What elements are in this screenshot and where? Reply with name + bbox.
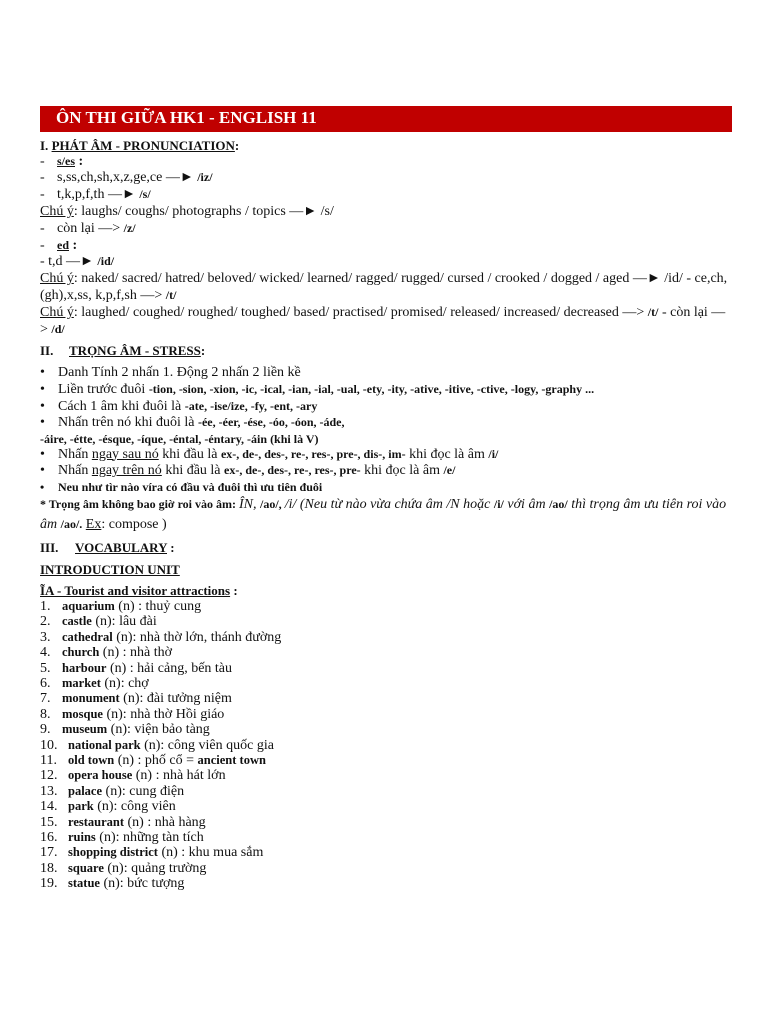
vocab-item-number: 14. (40, 799, 58, 815)
vocab-item (40, 661, 732, 676)
vocab-item (40, 707, 732, 722)
note-t-exceptions: Chú ý: laughed/ coughed/ roughed/ toughed/ based/ practised/ promised/ released/ increased/ decreased —> /t/ - còn lại —> /d/ (40, 304, 726, 337)
vocab-item-meaning: (n): những tàn tích (95, 829, 204, 845)
vocab-item-word: restaurant (68, 814, 125, 829)
vocab-item-word: shopping district (68, 845, 158, 860)
vocab-item-word: museum (62, 722, 108, 737)
vocab-item (40, 815, 732, 830)
vocab-item (40, 645, 732, 660)
vocab-item-number: 5. (40, 660, 51, 676)
stress-bullet-4: • Nhấn trên nó khi đuôi là -ée, -éer, -ése, -óo, -óon, -áde, (40, 415, 345, 431)
vocab-item (40, 753, 732, 768)
vocab-item-word: old town (68, 752, 115, 767)
vocab-item-word: opera house (68, 768, 133, 783)
vocab-list (40, 599, 732, 892)
vocab-item-word: church (62, 645, 100, 660)
ses-rule-heading: - s/es : (40, 153, 84, 169)
vocab-item-word: national park (68, 737, 141, 752)
vocab-item-meaning: (n): bức tượng (99, 876, 185, 892)
vocab-item-number: 1. (40, 598, 51, 614)
rule-z-line: - còn lại —> /z/ (40, 220, 136, 236)
section-pronunciation-heading: I. PHÁT ÂM - PRONUNCIATION: (40, 138, 240, 153)
vocab-item (40, 738, 732, 753)
vocab-item (40, 691, 732, 706)
vocab-item-meaning: (n): công viên quốc gia (140, 737, 274, 753)
vocab-item (40, 614, 732, 629)
vocab-item-number: 16. (40, 829, 58, 845)
vocab-item-word: palace (68, 783, 103, 798)
vocab-item-word: aquarium (62, 598, 115, 613)
note-id-exceptions: Chú ý: naked/ sacred/ hatred/ beloved/ wicked/ learned/ ragged/ rugged/ cursed / crooked / dogged / aged —► /id/ - ce,ch,(gh),x,ss, k,p,f,sh —> /t/ (40, 271, 728, 303)
vocab-item-number: 13. (40, 783, 58, 799)
stress-bullet-2: • Liền trước đuôi -tion, -sion, -xion, -ic, -ical, -ian, -ial, -ual, -ety, -ity, -ative, -itive, -ctive, -logy, -graphy ... (40, 381, 595, 397)
vocab-item-word: park (68, 799, 94, 814)
vocab-item-number: 18. (40, 860, 58, 876)
vocab-item-meaning: (n): viện bảo tàng (107, 722, 210, 738)
document-body (40, 138, 732, 892)
vocab-item-meaning: (n) : nhà thờ (99, 645, 173, 661)
vocab-item-number: 2. (40, 614, 51, 630)
vocab-item-number: 15. (40, 814, 58, 830)
vocab-item-meaning: (n): quảng trường (103, 860, 207, 876)
ed-rule-heading: - ed : (40, 237, 78, 253)
unit-heading: INTRODUCTION UNIT (40, 561, 180, 577)
vocab-item (40, 845, 732, 860)
vocab-item-word: cathedral (62, 629, 113, 644)
stress-bullet-1: • Danh Tính 2 nhấn 1. Động 2 nhấn 2 liền kề (40, 364, 301, 380)
vocab-item-number: 10. (40, 737, 58, 753)
vocab-item-word: mosque (62, 706, 103, 721)
vocab-item (40, 876, 732, 891)
section-vocabulary-heading: III. VOCABULARY : (40, 540, 175, 556)
rule-s-line: - t,k,p,f,th —► /s/ (40, 187, 151, 203)
vocab-item (40, 768, 732, 783)
vocab-item-word: market (62, 675, 101, 690)
vocab-item-word: square (68, 860, 104, 875)
vocab-item-meaning: (n): đài tưởng niệm (119, 691, 232, 707)
stress-bullet-6: • Nhấn ngay trên nó khi đầu là ex-, de-, des-, re-, res-, pre- khi đọc là âm /e/ (40, 463, 456, 479)
vocab-item-number: 4. (40, 645, 51, 661)
stress-note: * Trọng âm không bao giờ roi vào âm: ÎN, /ao/, /i/ (Neu từ nào vừa chứa âm /N hoặc /i/ với âm /ao/ thì trọng âm ưu tiên roi vào âm /ao/. Ex: compose ) (40, 496, 727, 532)
vocab-item-meaning: (n): nhà thờ Hồi giáo (102, 706, 225, 722)
vocab-item-meaning: (n): chợ (100, 675, 149, 691)
stress-bullet-3: • Cách 1 âm khi đuôi là -ate, -ise/ize, -fy, -ent, -ary (40, 398, 318, 414)
vocab-item-meaning: (n) : nhà hàng (124, 814, 206, 830)
vocab-item-meaning: (n): nhà thờ lớn, thánh đường (112, 629, 282, 645)
vocab-item-number: 17. (40, 845, 58, 861)
vocab-item (40, 722, 732, 737)
vocab-item-number: 8. (40, 706, 51, 722)
vocab-item-meaning: (n) : khu mua sắm (157, 845, 264, 861)
vocab-item-meaning: (n): công viên (93, 799, 176, 815)
vocab-item-number: 9. (40, 722, 51, 738)
vocab-item-meaning: (n): cung điện (102, 783, 185, 799)
vocab-item (40, 784, 732, 799)
vocab-item-number: 6. (40, 675, 51, 691)
vocab-item-word: statue (68, 876, 100, 891)
vocab-item-meaning: (n) : nhà hát lớn (132, 768, 226, 784)
vocab-item-meaning: (n) : phố cổ = (114, 752, 198, 768)
vocab-item-synonym: ancient town (197, 752, 266, 767)
vocab-item (40, 630, 732, 645)
vocab-item-word: ruins (68, 829, 96, 844)
vocab-item-number: 11. (40, 752, 57, 768)
vocab-item-number: 12. (40, 768, 58, 784)
vocab-item-meaning: (n): lâu đài (91, 614, 157, 630)
vocab-item-meaning: (n) : hải cảng, bến tàu (106, 660, 233, 676)
vocab-item (40, 676, 732, 691)
vocab-item-number: 19. (40, 876, 58, 892)
vocab-item-word: harbour (62, 660, 107, 675)
rule-iz-line: - s,ss,ch,sh,x,z,ge,ce —► /iz/ (40, 170, 213, 186)
vocab-item-word: monument (62, 691, 120, 706)
vocab-item-number: 3. (40, 629, 51, 645)
vocab-item (40, 599, 732, 614)
vocab-subheading: ĨA - Tourist and visitor attractions : (40, 583, 238, 599)
stress-bullet-4-continued: -áire, -étte, -ésque, -íque, -éntal, -éntary, -áin (khi là V) (40, 432, 319, 447)
note-s-exceptions: Chú ý: laughs/ coughs/ photographs / topics —► /s/ (40, 203, 334, 219)
vocab-item-word: castle (62, 614, 92, 629)
stress-bullet-7: • Neu như tìr nào víra có đầu và đuôi thì ưu tiên đuôi (40, 480, 323, 495)
vocab-item-number: 7. (40, 691, 51, 707)
page-title: ÔN THI GIỮA HK1 - ENGLISH 11 (40, 106, 732, 132)
vocab-item (40, 861, 732, 876)
vocab-item (40, 830, 732, 845)
stress-bullet-5: • Nhấn ngay sau nó khi đầu là ex-, de-, des-, re-, res-, pre-, dis-, im- khi đọc là âm /i/ (40, 446, 499, 462)
section-stress-heading: II. TRỌNG ÂM - STRESS: (40, 343, 206, 359)
vocab-item-meaning: (n) : thuỷ cung (114, 598, 202, 614)
rule-id-line: - t,d —► /id/ (40, 254, 115, 270)
vocab-item (40, 799, 732, 814)
